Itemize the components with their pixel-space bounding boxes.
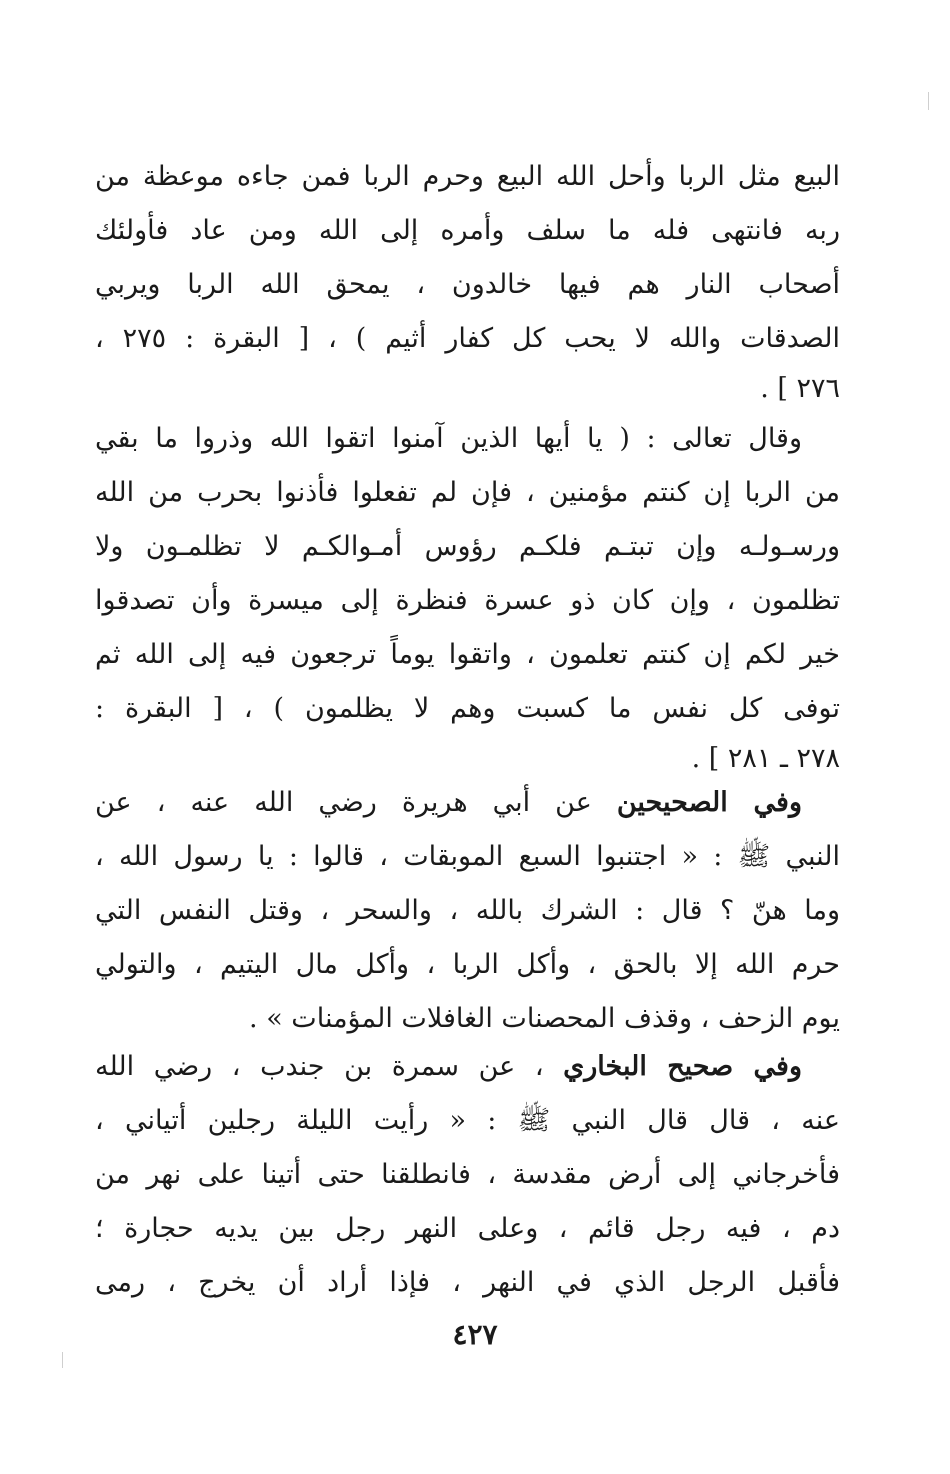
text-line: وما هنّ ؟ قال : الشرك بالله ، والسحر ، وقتل النفس التي: [95, 895, 840, 926]
page-number: ٤٢٧: [452, 1318, 498, 1351]
paragraph-2: [95, 412, 840, 782]
text-fragment: عن أبي هريرة رضي الله عنه ، عن: [95, 787, 617, 818]
text-line: من الربا إن كنتم مؤمنين ، فإن لم تفعلوا فأذنوا بحرب من الله: [95, 477, 840, 508]
bottom-left-scan-mark: [62, 1352, 63, 1368]
source-heading: وفي صحيح البخاري: [563, 1051, 803, 1082]
text-line: أصحاب النار هم فيها خالدون ، يمحق الله الربا ويربي: [95, 269, 840, 300]
text-line: [95, 1040, 840, 1094]
text-line: ٢٧٦ ] .: [760, 373, 840, 404]
text-line: وقال تعالى : ( يا أيها الذين آمنوا اتقوا الله وذروا ما بقي: [95, 423, 802, 454]
text-line: يوم الزحف ، وقذف المحصنات الغافلات المؤمنات » .: [249, 1003, 840, 1034]
top-right-scan-mark: [928, 92, 929, 110]
source-heading: وفي الصحيحين: [616, 787, 803, 818]
text-line: البيع مثل الربا وأحل الله البيع وحرم الربا فمن جاءه موعظة من: [95, 161, 840, 192]
paragraph-1: [95, 150, 840, 412]
text-line: الصدقات والله لا يحب كل كفار أثيم ) ، [ البقرة : ٢٧٥ ،: [95, 323, 840, 354]
text-line: فأقبل الرجل الذي في النهر ، فإذا أراد أن يخرج ، رمى: [95, 1267, 840, 1298]
text-line: خير لكم إن كنتم تعلمون ، واتقوا يوماً ترجعون فيه إلى الله ثم: [95, 639, 840, 670]
text-line: [95, 776, 840, 830]
paragraph-4: [95, 1040, 840, 1310]
text-line: فأخرجاني إلى أرض مقدسة ، فانطلقنا حتى أتينا على نهر من: [95, 1159, 840, 1190]
text-line: حرم الله إلا بالحق ، وأكل الربا ، وأكل مال اليتيم ، والتولي: [95, 949, 840, 980]
text-line: ورسـولـه وإن تبتـم فلكـم رؤوس أمـوالكـم لا تظلمـون ولا: [95, 531, 840, 562]
text-line: ربه فانتهى فله ما سلف وأمره إلى الله ومن عاد فأولئك: [95, 215, 840, 246]
text-line: توفى كل نفس ما كسبت وهم لا يظلمون ) ، [ البقرة :: [95, 693, 840, 724]
text-line: دم ، فيه رجل قائم ، وعلى النهر رجل بين يديه حجارة ؛: [95, 1213, 840, 1244]
text-line: النبي ﷺ : « اجتنبوا السبع الموبقات ، قالوا : يا رسول الله ،: [95, 841, 840, 872]
text-line: ٢٧٨ ـ ٢٨١ ] .: [691, 743, 840, 774]
text-fragment: ، عن سمرة بن جندب ، رضي الله: [95, 1051, 564, 1082]
paragraph-3: [95, 776, 840, 1046]
text-line: تظلمون ، وإن كان ذو عسرة فنظرة إلى ميسرة وأن تصدقوا: [95, 585, 840, 616]
text-line: عنه ، قال قال النبي ﷺ : « رأيت الليلة رجلين أتياني ،: [95, 1105, 840, 1136]
